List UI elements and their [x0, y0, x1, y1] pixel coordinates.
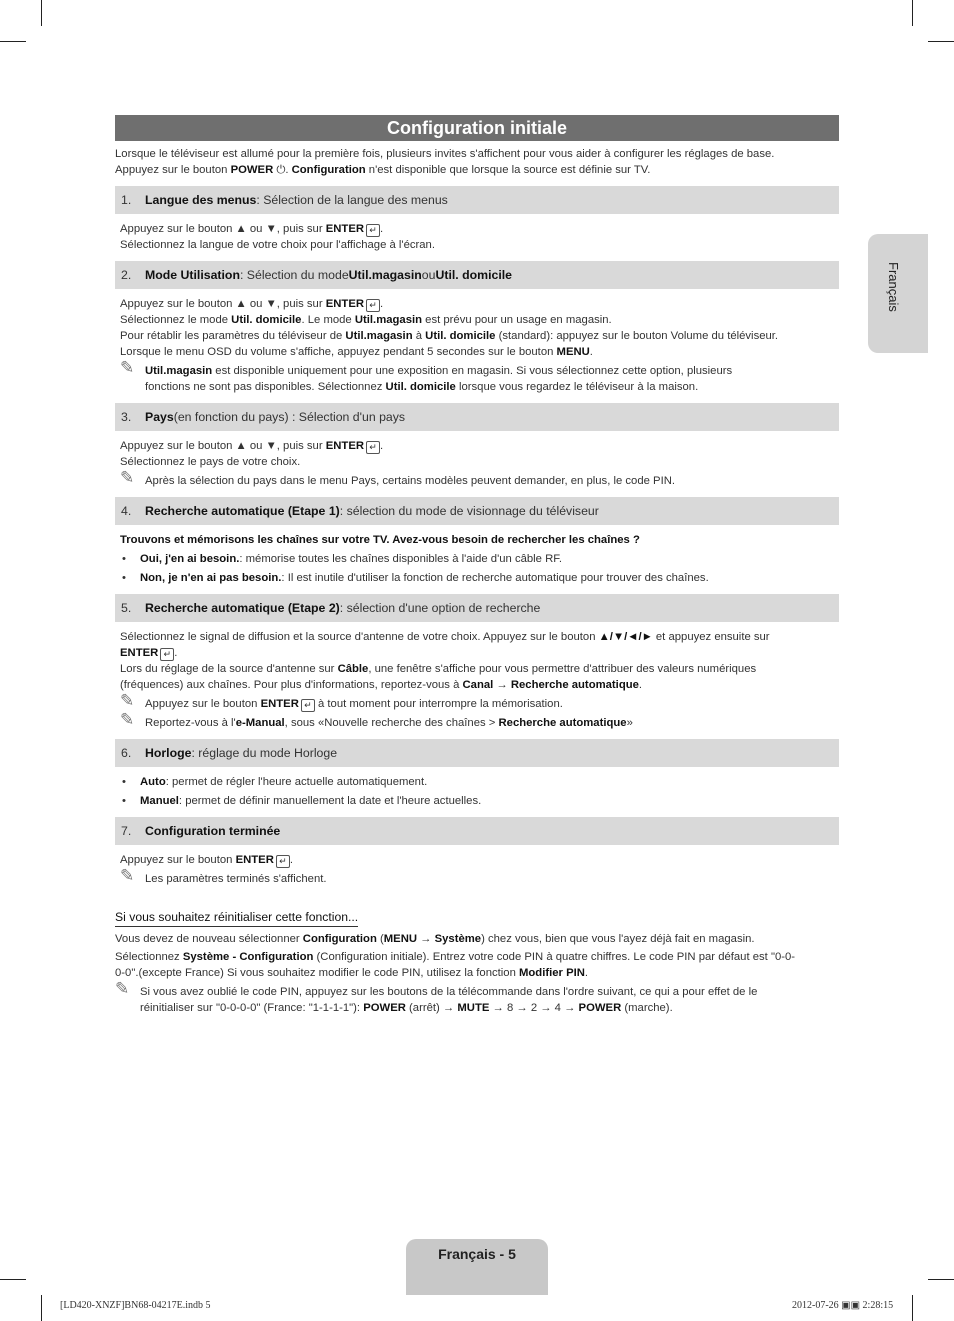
- crop-mark: [912, 0, 913, 26]
- pencil-icon: ✎: [120, 866, 135, 885]
- pencil-icon: ✎: [120, 358, 135, 377]
- reinit-body: Vous devez de nouveau sélectionner Configuration (MENU → Système) chez vous, bien que vous l'ayez déjà fait en magasin. Sélectionnez Système - Configuration (Configuration initiale). Entrez votre code PIN à quatre chiffres. Le code PIN par défaut est "0-0- 0-0".(excepte France) Si vous souhaitez modifier le code PIN, utilisez la fonction Modifier PIN. ✎ Si vous avez oublié le code PIN, appuyez sur les boutons de la télécommande dans l'ordre suivant, ce qui a pour effet de le réinitialiser sur "0-0-0-0" (France: "1-1-1-1"): POWER (arrêt) → MUTE → 8 → 2 → 4 → POWER (marche).: [115, 931, 839, 1016]
- section-body: Appuyez sur le bouton ▲ ou ▼, puis sur ENTER ↵ . Sélectionnez le mode Util. domicile. Le mode Util.magasin est prévu pour un usage en magasin. Pour rétablir les paramètres du téléviseur de Util.magasin à Util. domicile (standard): appuyez sur le bouton Volume du téléviseur. Lorsque le menu OSD du volume s'affiche, appuyez pendant 5 secondes sur le bouton MENU. ✎ Util.magasin est disponible uniquement pour une exposition en magasin. Si vous sélectionnez cette option, plusieurs fonctions ne sont pas disponibles. Sélectionnez Util. domicile lorsque vous regardez le téléviseur à la maison.: [115, 296, 839, 395]
- pencil-icon: ✎: [120, 710, 135, 729]
- reinit-title: Si vous souhaitez réinitialiser cette fonction...: [115, 909, 358, 927]
- section-body: Appuyez sur le bouton ENTER ↵ . ✎ Les paramètres terminés s'affichent.: [115, 852, 839, 887]
- section-body: Appuyez sur le bouton ▲ ou ▼, puis sur ENTER ↵ . Sélectionnez la langue de votre choix pour l'affichage à l'écran.: [120, 223, 435, 251]
- note: ✎ Après la sélection du pays dans le menu Pays, certains modèles peuvent demander, en plus, le code PIN.: [120, 468, 676, 487]
- footer-date: 2012-07-26 ▣▣ 2:28:15: [792, 1300, 894, 1311]
- list-item: • Non, je n'en ai pas besoin.: Il est inutile d'utiliser la fonction de recherche automatique pour trouver des chaînes.: [122, 572, 709, 584]
- list-item: • Manuel: permet de définir manuellement la date et l'heure actuelles.: [122, 795, 482, 807]
- power-icon: ⏻: [273, 164, 286, 176]
- section-body: Appuyez sur le bouton ▲ ou ▼, puis sur ENTER ↵ . Sélectionnez le pays de votre choix. ✎ Après la sélection du pays dans le menu Pays, certains modèles peuvent demander, en plus, le code PIN.: [115, 438, 839, 489]
- enter-icon: ↵: [366, 441, 380, 454]
- enter-icon: ↵: [276, 855, 290, 868]
- enter-icon: ↵: [366, 224, 380, 237]
- pencil-icon: ✎: [120, 691, 135, 710]
- page-number: Français - 5: [406, 1239, 548, 1295]
- page-title: Configuration initiale: [115, 115, 839, 141]
- page-content: [115, 115, 839, 1016]
- enter-icon: ↵: [301, 699, 315, 712]
- note: ✎ Si vous avez oublié le code PIN, appuyez sur les boutons de la télécommande dans l'ordre suivant, ce qui a pour effet de le réinitialiser sur "0-0-0-0" (France: "1-1-1-1"): POWER (arrêt) → MUTE → 8 → 2 → 4 → POWER (marche).: [115, 979, 758, 1014]
- note: ✎ Les paramètres terminés s'affichent.: [120, 866, 327, 885]
- crop-mark: [41, 1295, 42, 1321]
- list-item: • Oui, j'en ai besoin.: mémorise toutes les chaînes disponibles à l'aide d'un câble RF.: [122, 553, 563, 565]
- crop-mark: [41, 0, 42, 26]
- crop-mark: [0, 1279, 26, 1280]
- crop-mark: [928, 1279, 954, 1280]
- section-body: [115, 774, 839, 809]
- section-body: Trouvons et mémorisons les chaînes sur votre TV. Avez-vous besoin de rechercher les chaînes ? • Oui, j'en ai besoin.: mémorise toutes les chaînes disponibles à l'aide d'un câble RF. • Non, je n'en ai pas besoin.: Il est inutile d'utiliser la fonction de recherche automatique pour trouver des chaînes.: [115, 532, 839, 586]
- note: ✎ Appuyez sur le bouton ENTER ↵ à tout moment pour interrompre la mémorisation.: [120, 691, 563, 710]
- section-header: 6. Horloge : réglage du mode Horloge: [115, 739, 839, 767]
- section-header: 3. Pays (en fonction du pays) : Sélection d'un pays: [115, 403, 839, 431]
- section-header: 4. Recherche automatique (Etape 1) : sélection du mode de visionnage du téléviseur: [115, 497, 839, 525]
- intro: [115, 146, 839, 178]
- crop-mark: [0, 41, 26, 42]
- section-header: 5. Recherche automatique (Etape 2) : sélection d'une option de recherche: [115, 594, 839, 622]
- section-body: Sélectionnez le signal de diffusion et la source d'antenne de votre choix. Appuyez sur le bouton ▲/▼/◄/► et appuyez ensuite sur ENTER ↵ . Lors du réglage de la source d'antenne sur Câble, une fenêtre s'affiche pour vous permettre d'attribuer des valeurs numériques (fréquences) aux chaînes. Pour plus d'informations, reportez-vous à Canal → Recherche automatique. ✎ Appuyez sur le bouton ENTER ↵ à tout moment pour interrompre la mémorisation. ✎ Reportez-vous à l'e-Manual, sous «Nouvelle recherche des chaînes > Recherche automatique»: [115, 629, 839, 731]
- list-item: • Auto: permet de régler l'heure actuelle automatiquement.: [122, 776, 428, 788]
- note: ✎ Reportez-vous à l'e-Manual, sous «Nouvelle recherche des chaînes > Recherche automatique»: [120, 710, 633, 729]
- intro-line: Lorsque le téléviseur est allumé pour la première fois, plusieurs invites s'affichent pour vous aider à configurer les réglages de base.: [115, 148, 775, 160]
- section-header: 2. Mode Utilisation : Sélection du mode Util.magasin ou Util. domicile: [115, 261, 839, 289]
- pencil-icon: ✎: [120, 468, 135, 487]
- side-tab-label: Français: [886, 262, 901, 312]
- language-side-tab: [868, 234, 928, 353]
- intro-line: Appuyez sur le bouton POWER ⏻. Configuration n'est disponible que lorsque la source est définie sur TV.: [115, 164, 651, 176]
- crop-mark: [928, 41, 954, 42]
- pencil-icon: ✎: [115, 979, 130, 998]
- section-header: 1. Langue des menus : Sélection de la langue des menus: [115, 186, 839, 214]
- section-header: 7. Configuration terminée: [115, 817, 839, 845]
- crop-mark: [912, 1295, 913, 1321]
- footer-file: [LD420-XNZF]BN68-04217E.indb 5: [60, 1300, 211, 1311]
- enter-icon: ↵: [366, 299, 380, 312]
- enter-icon: ↵: [160, 648, 174, 661]
- note: ✎ Util.magasin est disponible uniquement pour une exposition en magasin. Si vous sélectionnez cette option, plusieurs fonctions ne sont pas disponibles. Sélectionnez Util. domicile lorsque vous regardez le téléviseur à la maison.: [120, 358, 733, 393]
